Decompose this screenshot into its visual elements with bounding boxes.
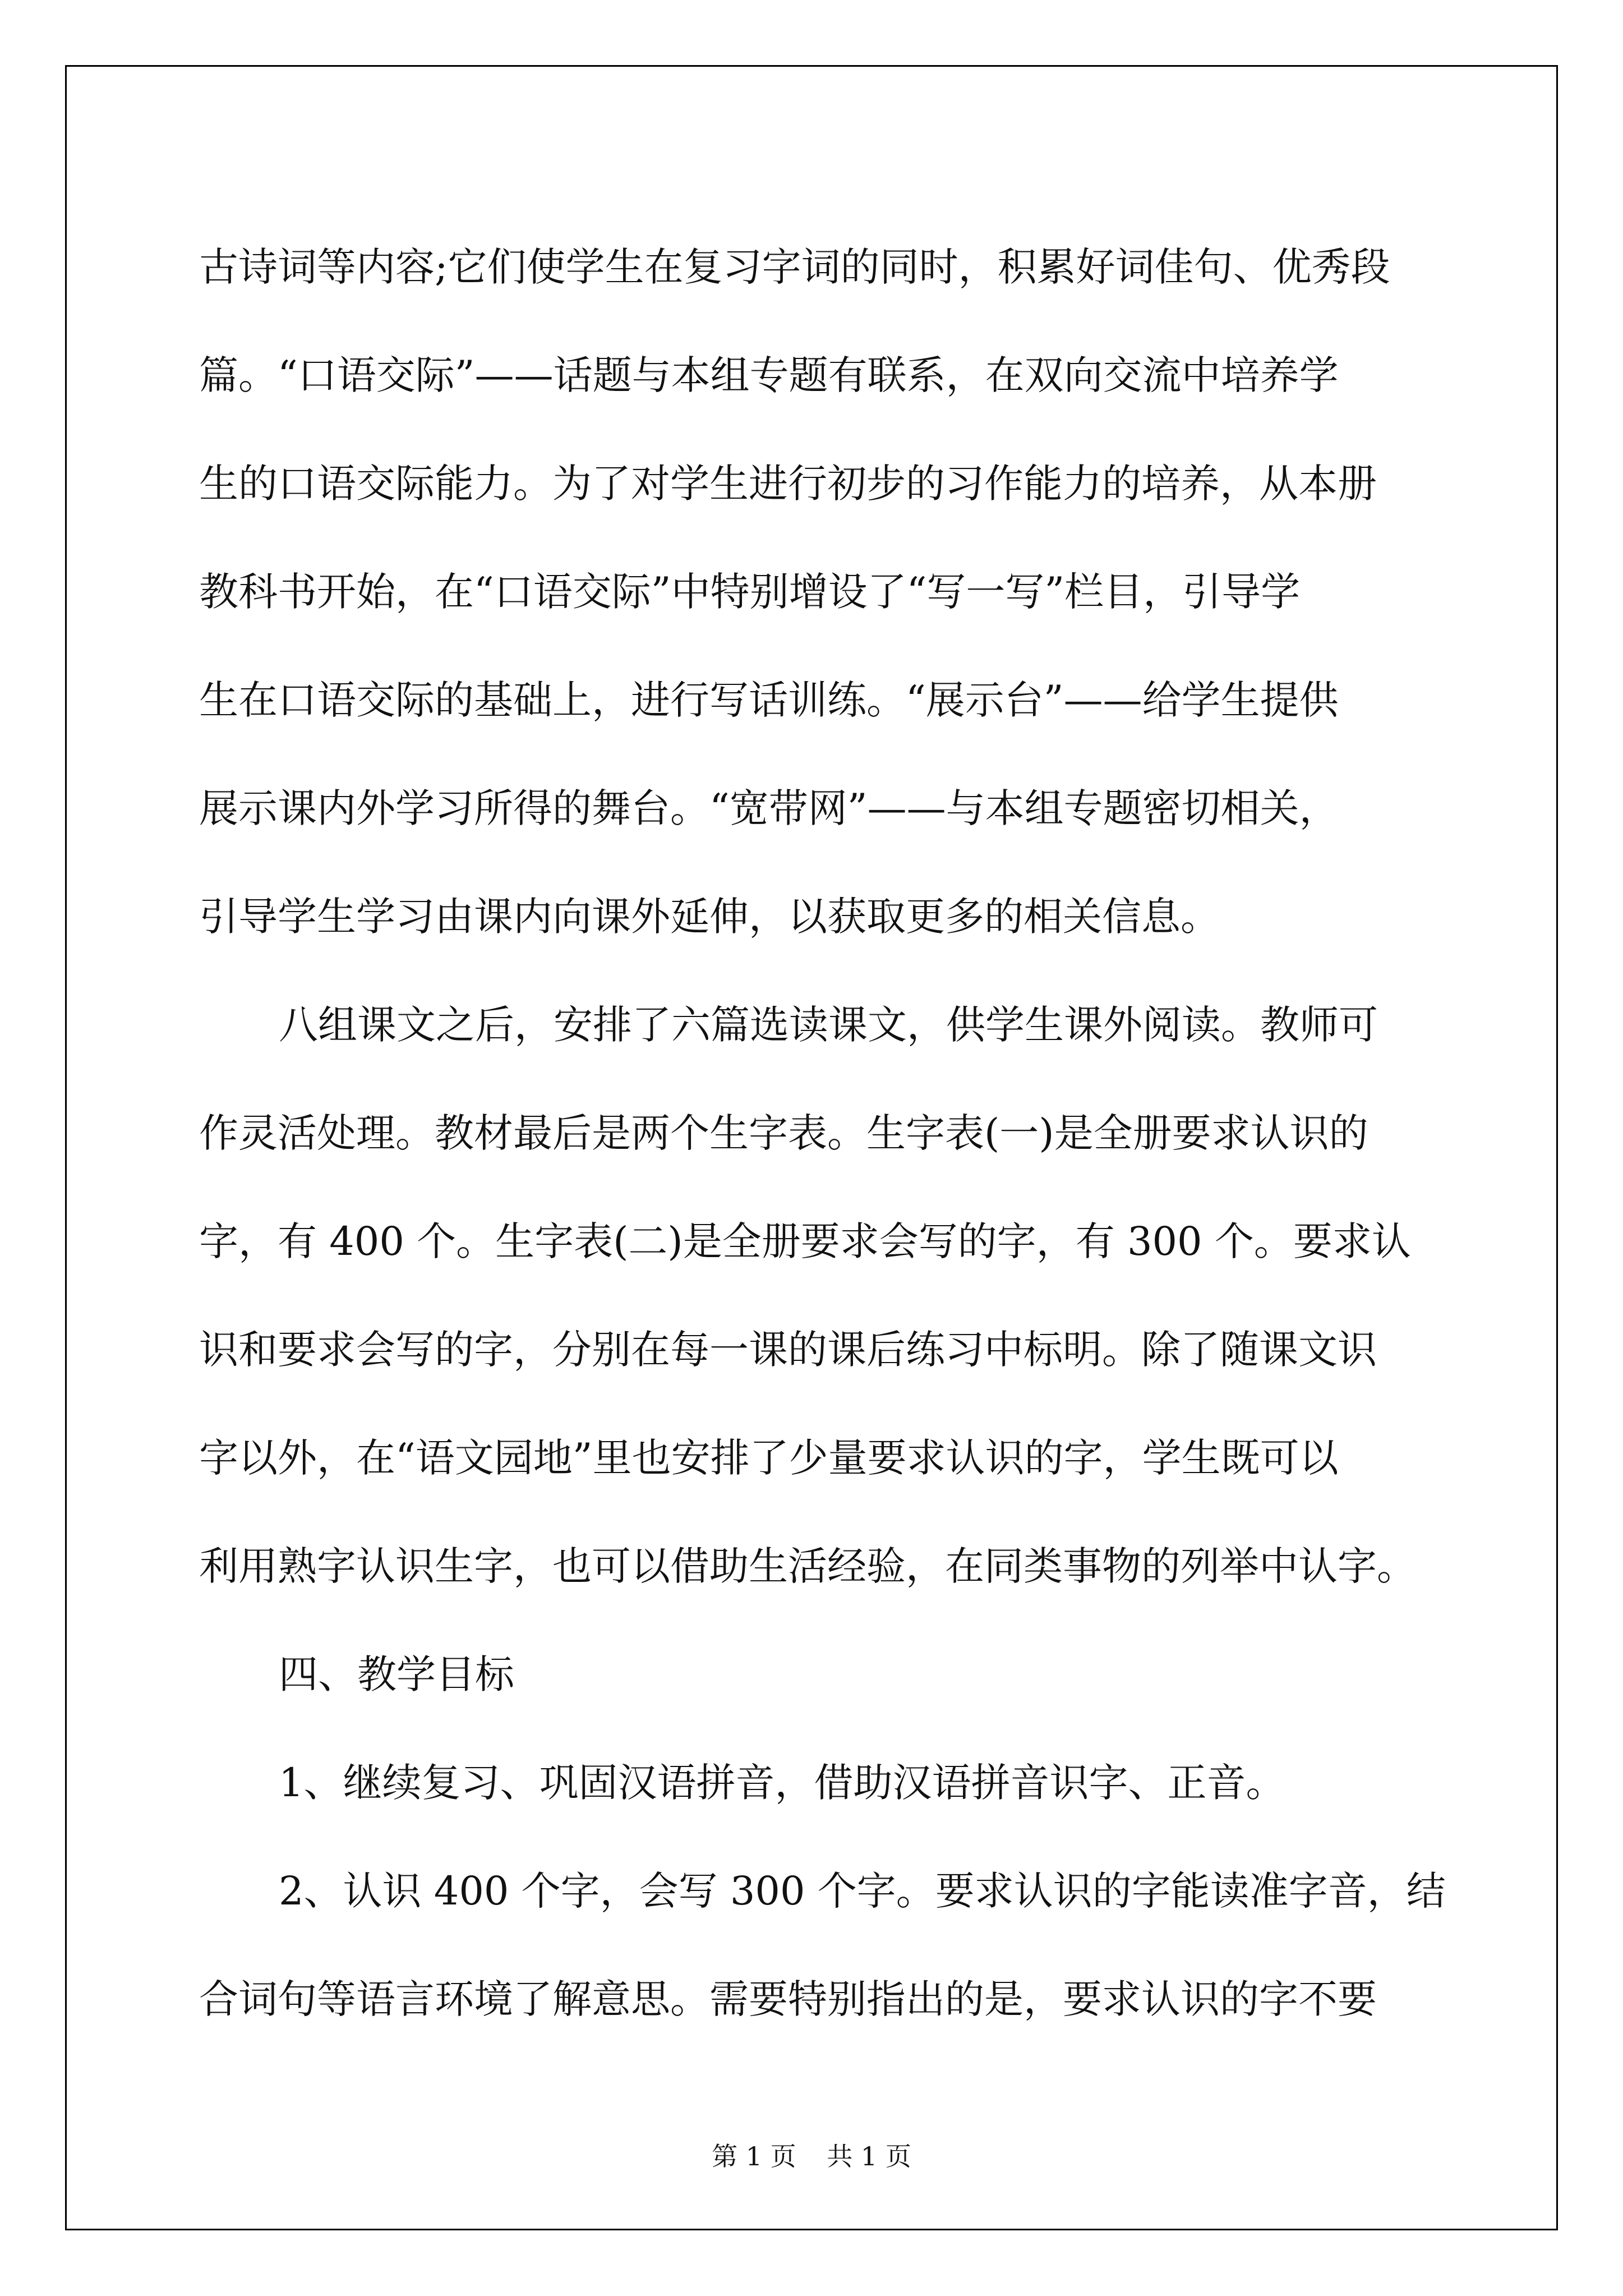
text-line: 字以外，在“语文园地”里也安排了少量要求认识的字，学生既可以 <box>199 1435 1339 1481</box>
text-line: 识和要求会写的字，分别在每一课的课后练习中标明。除了随课文识 <box>199 1327 1377 1373</box>
text-line: 古诗词等内容;它们使学生在复习字词的同时，积累好词佳句、优秀段 <box>199 244 1390 290</box>
text-line: 作灵活处理。教材最后是两个生字表。生字表(一)是全册要求认识的 <box>199 1110 1368 1156</box>
document-body <box>199 213 1446 2054</box>
text-line: 引导学生学习由课内向课外延伸，以获取更多的相关信息。 <box>199 894 1220 940</box>
text-line: 展示课内外学习所得的舞台。“宽带网”——与本组专题密切相关， <box>199 785 1339 831</box>
list-item: 2、认识 400 个字，会写 300 个字。要求认识的字能读准字音，结 <box>279 1868 1446 1914</box>
total-pages: 共 1 页 <box>827 2141 911 2171</box>
text-line: 篇。“口语交际”——话题与本组专题有联系，在双向交流中培养学 <box>199 352 1339 398</box>
text-line: 生在口语交际的基础上，进行写话训练。“展示台”——给学生提供 <box>199 677 1339 723</box>
text-line: 生的口语交际能力。为了对学生进行初步的习作能力的培养，从本册 <box>199 461 1377 507</box>
page-number: 第 1 页 <box>712 2141 796 2171</box>
text-line: 八组课文之后，安排了六篇选读课文，供学生课外阅读。教师可 <box>279 1002 1378 1048</box>
text-line: 字，有 400 个。生字表(二)是全册要求会写的字，有 300 个。要求认 <box>199 1218 1411 1264</box>
text-line: 合词句等语言环境了解意思。需要特别指出的是，要求认识的字不要 <box>199 1976 1377 2022</box>
list-item: 1、继续复习、巩固汉语拼音，借助汉语拼音识字、正音。 <box>279 1760 1285 1806</box>
text-line: 利用熟字认识生字，也可以借助生活经验，在同类事物的列举中认字。 <box>199 1543 1416 1589</box>
text-line: 教科书开始，在“口语交际”中特别增设了“写一写”栏目，引导学 <box>199 569 1301 615</box>
section-heading: 四、教学目标 <box>279 1651 514 1697</box>
page-footer <box>0 2136 1623 2173</box>
